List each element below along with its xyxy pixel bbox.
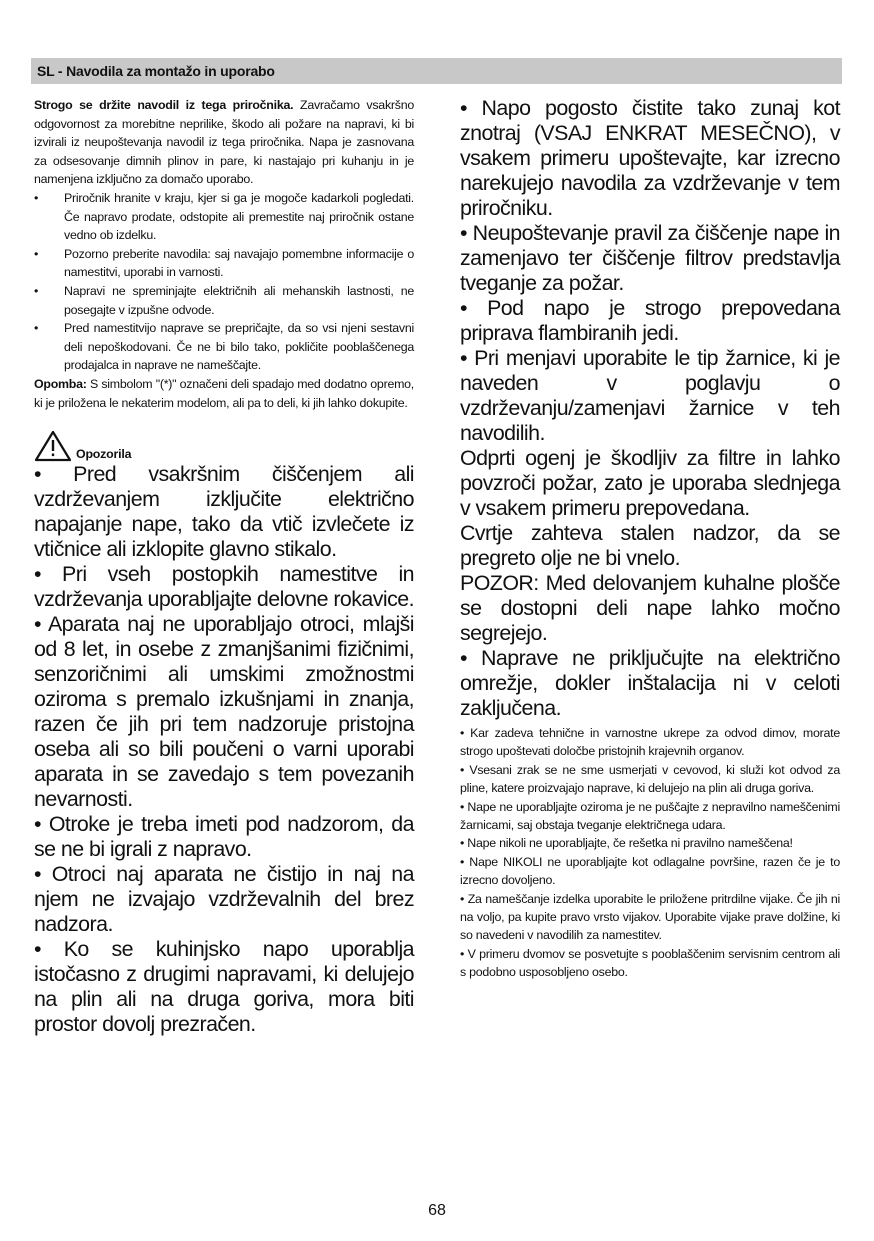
warnings-heading	[34, 428, 414, 462]
note-item: • Kar zadeva tehnične in varnostne ukrepe za odvod dimov, morate strogo upoštevati določbe pristojnih krajevnih organov.	[460, 726, 840, 759]
list-item: • Pred namestitvijo naprave se prepričajte, da so vsi njeni sestavni deli nepoškodovani. Če ne bi bilo tako, pokličite pooblaščenega prodajalca in naprave ne nameščajte.	[34, 321, 414, 373]
warning-paragraph: • Otroci naj aparata ne čistijo in naj na njem ne izvajajo vzdrževalnih del brez nadzora.	[34, 862, 414, 937]
note-text: S simbolom "(*)" označeni deli spadajo med dodatno opremo, ki je priložena le nekaterim modelom, ali pa to deli, ki jih lahko dokupite.	[34, 376, 414, 410]
note-item: • Nape nikoli ne uporabljajte, če rešetka ni pravilno nameščena!	[460, 836, 793, 851]
note-item: • Nape ne uporabljajte oziroma je ne puščajte z nepravilno nameščenimi žarnicami, saj obstaja tveganje električnega udara.	[460, 799, 840, 833]
section-header-bar	[31, 58, 842, 84]
page-number: 68	[428, 1202, 446, 1219]
warning-paragraph: • Neupoštevanje pravil za čiščenje nape in zamenjavo ter čiščenje filtrov predstavlja tveganje za požar.	[460, 221, 840, 295]
warning-paragraph: • Otroke je treba imeti pod nadzorom, da se ne bi igrali z napravo.	[34, 812, 414, 862]
note-item: • V primeru dvomov se posvetujte s pooblaščenim servisnim centrom ali s podobno usposobljeno osebo.	[460, 946, 840, 980]
bullet-glyph: •	[34, 190, 39, 205]
intro-bullet-list	[34, 189, 414, 375]
bullet-glyph: •	[34, 283, 39, 298]
warning-paragraph: • Ko se kuhinjsko napo uporablja istočasno z drugimi napravami, ki delujejo na plin ali na druga goriva, mora biti prostor dovolj prezračen.	[34, 937, 414, 1037]
left-column	[34, 96, 414, 1037]
warning-paragraph: POZOR: Med delovanjem kuhalne plošče se dostopni deli nape lahko močno segrejejo.	[460, 571, 840, 645]
warning-paragraph: Odprti ogenj je škodljiv za filtre in lahko povzroči požar, zato je uporaba slednjega v vsakem primeru prepovedana.	[460, 446, 840, 520]
intro-bold: Strogo se držite navodil iz tega priročnika.	[34, 98, 294, 112]
warning-paragraph: Cvrtje zahteva stalen nadzor, da se pregreto olje ne bi vnelo.	[460, 521, 840, 570]
note-item: • Za nameščanje izdelka uporabite le priložene pritrdilne vijake. Če jih ni na voljo, pa kupite pravo vrsto vijakov. Uporabite vijake prave dolžine, ki so navedeni v navodilih za namestitev.	[460, 891, 840, 943]
warning-paragraph: • Pred vsakršnim čiščenjem ali vzdrževanjem izključite električno napajanje nape, tako da vtič izvlečete iz vtičnice ali izklopite glavno stikalo.	[34, 462, 414, 562]
warning-paragraph: • Pri vseh postopkih namestitve in vzdrževanja uporabljajte delovne rokavice.	[34, 562, 414, 612]
note-paragraph	[34, 375, 414, 412]
intro-text: Zavračamo vsakršno odgovornost za morebitne neprilike, škodo ali požare na napravi, ki bi izvirali iz neupoštevanja navodil iz tega priročnika. Napa je zasnovana za odsesovanje dimnih plinov in pare, ki nastajajo pri kuhanju in je namenjena izključno za domačo uporabo.	[34, 98, 414, 187]
warning-paragraph: • Pri menjavi uporabite le tip žarnice, ki je naveden v poglavju o vzdrževanju/zamenjavi žarnice v teh navodilih.	[460, 346, 840, 445]
note-item: • Vsesani zrak se ne sme usmerjati v cevovod, ki služi kot odvod za pline, katere proizvajajo naprave, ki delujejo na plin ali druga goriva.	[460, 762, 840, 796]
warning-paragraph: • Aparata naj ne uporabljajo otroci, mlajši od 8 let, in osebe z zmanjšanimi fizičnimi, senzoričnimi ali umskimi zmožnostmi oziroma s premalo izkušnjami in znanja, razen če jih pri tem nadzoruje pristojna oseba ali so bili poučeni o varni uporabi aparata in se zavedajo s tem povezanih nevarnosti.	[34, 612, 414, 812]
note-item: • Nape NIKOLI ne uporabljajte kot odlagalne površine, razen če je to izrecno dovoljeno.	[460, 854, 840, 888]
warning-paragraph: • Pod napo je strogo prepovedana priprava flambiranih jedi.	[460, 296, 840, 345]
right-column	[460, 96, 840, 982]
bullet-glyph: •	[34, 321, 39, 336]
warning-triangle-icon	[34, 430, 72, 462]
installation-notes	[460, 724, 840, 982]
warnings-title: Opozorila	[76, 447, 132, 462]
list-item: • Pozorno preberite navodila: saj navajajo pomembne informacije o namestitvi, uporabi in varnosti.	[34, 246, 414, 280]
list-item: • Priročnik hranite v kraju, kjer si ga je mogoče kadarkoli pogledati. Če napravo prodate, odstopite ali premestite naj priročnik ostane vedno ob izdelku.	[34, 190, 414, 243]
bullet-glyph: •	[34, 246, 39, 261]
note-bold: Opomba:	[34, 376, 87, 391]
list-item: • Napravi ne spreminjajte električnih ali mehanskih lastnosti, ne posegajte v izpušne odvode.	[34, 283, 414, 317]
warning-paragraph: • Napo pogosto čistite tako zunaj kot znotraj (VSAJ ENKRAT MESEČNO), v vsakem primeru upoštevajte, kar izrecno narekujejo navodila za vzdrževanje v tem priročniku.	[460, 96, 840, 220]
warning-paragraph: • Naprave ne priključujte na električno omrežje, dokler inštalacija ni v celoti zaključena.	[460, 646, 840, 720]
section-title: SL - Navodila za montažo in uporabo	[37, 63, 275, 79]
intro-paragraph	[34, 96, 414, 189]
